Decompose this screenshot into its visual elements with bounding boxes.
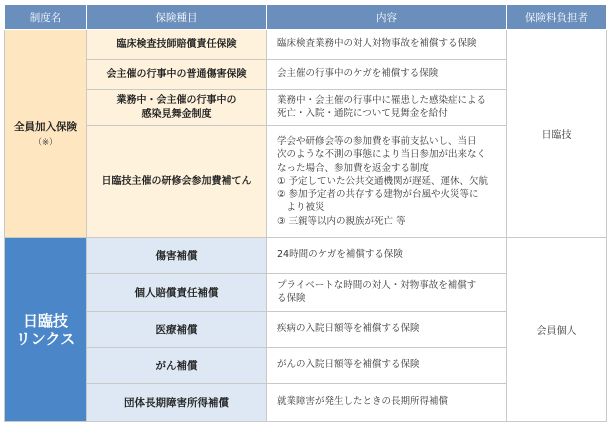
desc-end-label: 等 xyxy=(396,215,406,227)
header-system: 制度名 xyxy=(5,5,87,30)
insurance-type xyxy=(87,30,267,60)
desc-line: 24時間のケガを補償する保険 xyxy=(277,249,403,261)
desc-line: 会主催の行事中のケガを補償する保険 xyxy=(277,68,439,80)
desc-line: なった場合、参加費を返金する制度 xyxy=(277,162,430,174)
desc-line: 疾病の入院日額等を補償する保険 xyxy=(277,323,420,335)
insurance-type: 団体長期障害所得補償 xyxy=(87,384,267,422)
desc-line: 死亡・入院・通院について見舞金を給付 xyxy=(277,107,448,119)
type-line: 日臨技主催の研修会参加費補てん xyxy=(101,175,252,187)
system-name-note: （※） xyxy=(33,138,58,148)
desc-line: より被災 xyxy=(277,202,325,214)
desc-line: 業務中・会主催の行事中に罹患した感染症による xyxy=(277,95,487,107)
insurance-type: 医療補償 xyxy=(87,312,267,348)
header-content: 内容 xyxy=(267,5,507,30)
table-row xyxy=(5,238,607,274)
desc-line: がんの入院日額等を補償する保険 xyxy=(277,359,420,371)
description xyxy=(267,238,507,274)
description xyxy=(267,348,507,384)
system-name-group1 xyxy=(5,30,87,238)
header-type: 保険種目 xyxy=(87,5,267,30)
payer-group2: 会員個人 xyxy=(507,238,607,422)
insurance-type: がん補償 xyxy=(87,348,267,384)
description xyxy=(267,30,507,60)
system-name-label: 全員加入保険 xyxy=(14,121,77,133)
insurance-table xyxy=(4,4,607,422)
insurance-type xyxy=(87,126,267,238)
desc-line: 就業障害が発生したときの長期所得補償 xyxy=(277,396,449,408)
type-line: 臨床検査技師賠償責任保険 xyxy=(116,38,237,50)
description xyxy=(267,126,507,238)
description xyxy=(267,384,507,422)
description xyxy=(267,60,507,90)
desc-line: る保険 xyxy=(277,292,306,304)
desc-line: 学会や研修会等の参加費を事前支払いし、当日 xyxy=(277,135,477,147)
insurance-type: 傷害補償 xyxy=(87,238,267,274)
desc-line: 次のような不測の事態により当日参加が出来なく xyxy=(277,149,487,161)
insurance-type: 個人賠償責任補償 xyxy=(87,274,267,312)
desc-line: ② 参加予定者の共存する建物が台風や火災等に xyxy=(277,189,479,201)
description xyxy=(267,90,507,126)
desc-line: ① 予定していた公共交通機関が遅延、運休、欠航 xyxy=(277,175,489,187)
desc-line: ③ 三親等以内の親族が死亡 xyxy=(277,215,394,227)
desc-line: 臨床検査業務中の対人対物事故を補償する保険 xyxy=(277,38,477,50)
table-row xyxy=(5,30,607,60)
system-name-line2: リンクス xyxy=(15,329,76,348)
system-name-line1: 日臨技 xyxy=(22,311,68,330)
header-row xyxy=(5,5,607,30)
type-line: 感染見舞金制度 xyxy=(141,108,212,120)
type-line: 業務中・会主催の行事中の xyxy=(116,95,237,106)
insurance-type xyxy=(87,90,267,126)
description xyxy=(267,312,507,348)
insurance-type xyxy=(87,60,267,90)
desc-line-last xyxy=(277,215,496,228)
payer-group1: 日臨技 xyxy=(507,30,607,238)
desc-line: プライベートな時間の対人・対物事故を補償す xyxy=(277,280,477,292)
type-line: 会主催の行事中の普通傷害保険 xyxy=(106,68,247,80)
system-name-group2 xyxy=(5,238,87,422)
description xyxy=(267,274,507,312)
header-payer: 保険料負担者 xyxy=(507,5,607,30)
